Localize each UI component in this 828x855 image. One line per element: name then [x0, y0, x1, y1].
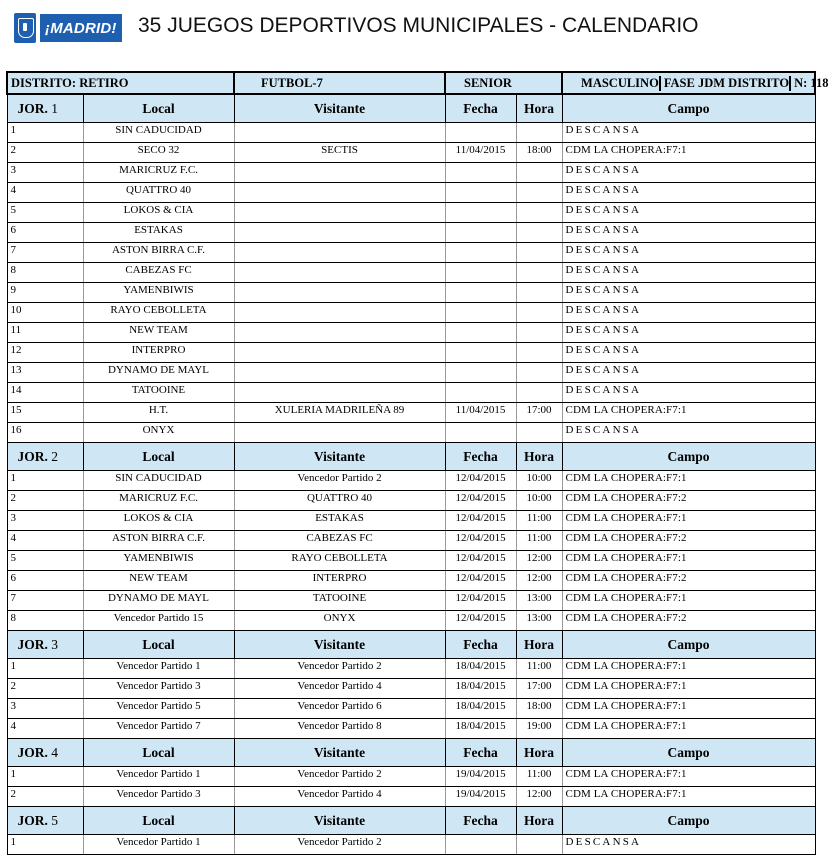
match-row [7, 611, 815, 631]
col-fecha-header: Fecha [445, 94, 516, 123]
match-visitante [234, 223, 445, 243]
match-fecha [445, 283, 516, 303]
match-hora [516, 423, 562, 443]
jornada-label-text: JOR. [17, 448, 48, 464]
match-number: 2 [7, 787, 83, 807]
match-row [7, 183, 815, 203]
match-number: 6 [7, 571, 83, 591]
match-local: TATOOINE [83, 383, 234, 403]
match-hora: 13:00 [516, 591, 562, 611]
match-number: 1 [7, 471, 83, 491]
match-local: INTERPRO [83, 343, 234, 363]
match-fecha: 18/04/2015 [445, 659, 516, 679]
match-visitante: RAYO CEBOLLETA [234, 551, 445, 571]
match-visitante [234, 263, 445, 283]
match-campo: DESCANSA [562, 163, 815, 183]
match-number: 3 [7, 163, 83, 183]
match-fecha [445, 263, 516, 283]
page-title: 35 JUEGOS DEPORTIVOS MUNICIPALES - CALENDARIO [138, 14, 699, 37]
match-hora [516, 303, 562, 323]
jornada-number: 3 [51, 636, 58, 652]
match-fecha [445, 383, 516, 403]
match-campo: CDM LA CHOPERA:F7:1 [562, 787, 815, 807]
match-local: YAMENBIWIS [83, 283, 234, 303]
col-hora-header: Hora [516, 631, 562, 659]
match-local: DYNAMO DE MAYL [83, 363, 234, 383]
match-number: 13 [7, 363, 83, 383]
match-local: LOKOS & CIA [83, 203, 234, 223]
match-hora [516, 163, 562, 183]
match-row [7, 719, 815, 739]
match-campo: CDM LA CHOPERA:F7:1 [562, 511, 815, 531]
match-row [7, 491, 815, 511]
match-row [7, 511, 815, 531]
match-local: DYNAMO DE MAYL [83, 591, 234, 611]
col-fecha-header: Fecha [445, 631, 516, 659]
match-fecha [445, 203, 516, 223]
match-fecha: 12/04/2015 [445, 511, 516, 531]
match-local: Vencedor Partido 5 [83, 699, 234, 719]
col-local-header: Local [83, 94, 234, 123]
match-number: 8 [7, 263, 83, 283]
match-number: 7 [7, 591, 83, 611]
match-campo: CDM LA CHOPERA:F7:1 [562, 719, 815, 739]
meta-deporte: FUTBOL-7 [234, 72, 445, 94]
match-visitante [234, 363, 445, 383]
match-number: 9 [7, 283, 83, 303]
match-local: SIN CADUCIDAD [83, 123, 234, 143]
match-local: SIN CADUCIDAD [83, 471, 234, 491]
match-campo: DESCANSA [562, 343, 815, 363]
match-number: 1 [7, 767, 83, 787]
match-local: ESTAKAS [83, 223, 234, 243]
match-number: 5 [7, 551, 83, 571]
col-visitante-header: Visitante [234, 807, 445, 835]
match-local: CABEZAS FC [83, 263, 234, 283]
match-visitante: Vencedor Partido 2 [234, 659, 445, 679]
match-visitante: Vencedor Partido 2 [234, 767, 445, 787]
meta-fase-cell [562, 72, 828, 94]
match-visitante: Vencedor Partido 4 [234, 679, 445, 699]
match-campo: DESCANSA [562, 243, 815, 263]
match-local: Vencedor Partido 1 [83, 767, 234, 787]
match-fecha: 12/04/2015 [445, 471, 516, 491]
match-local: ASTON BIRRA C.F. [83, 531, 234, 551]
col-campo-header: Campo [562, 739, 815, 767]
match-fecha [445, 323, 516, 343]
match-local: YAMENBIWIS [83, 551, 234, 571]
match-row [7, 659, 815, 679]
match-row [7, 363, 815, 383]
match-row [7, 571, 815, 591]
match-fecha [445, 223, 516, 243]
match-number: 2 [7, 491, 83, 511]
match-fecha: 12/04/2015 [445, 491, 516, 511]
col-campo-header: Campo [562, 631, 815, 659]
match-campo: DESCANSA [562, 283, 815, 303]
match-number: 3 [7, 699, 83, 719]
match-campo: CDM LA CHOPERA:F7:1 [562, 143, 815, 163]
match-fecha [445, 303, 516, 323]
match-row [7, 835, 815, 855]
match-hora: 11:00 [516, 767, 562, 787]
match-hora [516, 263, 562, 283]
match-number: 1 [7, 659, 83, 679]
match-visitante: INTERPRO [234, 571, 445, 591]
jornada-number: 2 [51, 448, 58, 464]
match-hora [516, 203, 562, 223]
match-row [7, 243, 815, 263]
match-campo: DESCANSA [562, 835, 815, 855]
match-row [7, 223, 815, 243]
meta-row [7, 72, 815, 94]
match-hora [516, 323, 562, 343]
col-hora-header: Hora [516, 443, 562, 471]
jornada-header [7, 631, 815, 659]
match-row [7, 143, 815, 163]
col-fecha-header: Fecha [445, 443, 516, 471]
match-row [7, 591, 815, 611]
match-campo: DESCANSA [562, 223, 815, 243]
match-visitante: Vencedor Partido 2 [234, 835, 445, 855]
match-number: 12 [7, 343, 83, 363]
match-visitante: Vencedor Partido 8 [234, 719, 445, 739]
match-campo: DESCANSA [562, 263, 815, 283]
match-campo: CDM LA CHOPERA:F7:1 [562, 767, 815, 787]
col-local-header: Local [83, 807, 234, 835]
match-fecha [445, 163, 516, 183]
match-local: Vencedor Partido 7 [83, 719, 234, 739]
match-hora: 10:00 [516, 491, 562, 511]
jornada-header [7, 94, 815, 123]
jornada-label [7, 739, 83, 767]
match-visitante: ONYX [234, 611, 445, 631]
match-local: MARICRUZ F.C. [83, 491, 234, 511]
match-fecha [445, 343, 516, 363]
page-header [14, 8, 814, 48]
match-fecha: 12/04/2015 [445, 611, 516, 631]
match-fecha: 12/04/2015 [445, 591, 516, 611]
jornada-number: 4 [51, 744, 58, 760]
match-number: 15 [7, 403, 83, 423]
match-fecha: 12/04/2015 [445, 571, 516, 591]
match-row [7, 767, 815, 787]
match-number: 16 [7, 423, 83, 443]
match-number: 7 [7, 243, 83, 263]
match-hora [516, 383, 562, 403]
col-visitante-header: Visitante [234, 443, 445, 471]
match-hora [516, 123, 562, 143]
col-local-header: Local [83, 631, 234, 659]
match-visitante: XULERIA MADRILEÑA 89 [234, 403, 445, 423]
match-local: Vencedor Partido 1 [83, 659, 234, 679]
col-hora-header: Hora [516, 94, 562, 123]
match-fecha [445, 123, 516, 143]
match-row [7, 383, 815, 403]
match-local: Vencedor Partido 3 [83, 787, 234, 807]
jornada-label [7, 631, 83, 659]
match-hora [516, 835, 562, 855]
match-visitante [234, 343, 445, 363]
match-hora [516, 343, 562, 363]
match-number: 4 [7, 531, 83, 551]
match-campo: CDM LA CHOPERA:F7:1 [562, 471, 815, 491]
col-local-header: Local [83, 739, 234, 767]
match-hora [516, 363, 562, 383]
match-number: 6 [7, 223, 83, 243]
jornada-label-text: JOR. [17, 744, 48, 760]
match-local: Vencedor Partido 15 [83, 611, 234, 631]
match-fecha [445, 243, 516, 263]
jornada-header [7, 739, 815, 767]
jornada-label-text: JOR. [17, 636, 48, 652]
match-hora: 12:00 [516, 787, 562, 807]
match-campo: DESCANSA [562, 123, 815, 143]
match-local: H.T. [83, 403, 234, 423]
match-visitante: Vencedor Partido 4 [234, 787, 445, 807]
meta-fase: FASE JDM DISTRITO [659, 76, 789, 91]
logo-text: ¡MADRID! [40, 14, 122, 42]
col-campo-header: Campo [562, 807, 815, 835]
calendar-table [6, 71, 828, 855]
match-row [7, 163, 815, 183]
match-row [7, 203, 815, 223]
match-local: ASTON BIRRA C.F. [83, 243, 234, 263]
match-visitante [234, 243, 445, 263]
match-visitante: SECTIS [234, 143, 445, 163]
match-local: MARICRUZ F.C. [83, 163, 234, 183]
match-campo: DESCANSA [562, 363, 815, 383]
col-campo-header: Campo [562, 94, 815, 123]
match-number: 8 [7, 611, 83, 631]
match-fecha: 19/04/2015 [445, 767, 516, 787]
match-hora: 19:00 [516, 719, 562, 739]
match-fecha: 18/04/2015 [445, 679, 516, 699]
match-visitante [234, 323, 445, 343]
match-campo: CDM LA CHOPERA:F7:1 [562, 591, 815, 611]
match-fecha: 11/04/2015 [445, 403, 516, 423]
match-fecha [445, 363, 516, 383]
jornada-label-text: JOR. [17, 812, 48, 828]
match-hora: 11:00 [516, 531, 562, 551]
match-number: 14 [7, 383, 83, 403]
match-visitante [234, 303, 445, 323]
match-hora: 13:00 [516, 611, 562, 631]
match-fecha: 11/04/2015 [445, 143, 516, 163]
match-row [7, 303, 815, 323]
match-row [7, 123, 815, 143]
col-fecha-header: Fecha [445, 739, 516, 767]
match-visitante [234, 163, 445, 183]
match-local: LOKOS & CIA [83, 511, 234, 531]
meta-genero: MASCULINO [581, 75, 659, 90]
match-visitante: CABEZAS FC [234, 531, 445, 551]
meta-numero: N: 118 [789, 76, 828, 91]
match-hora [516, 283, 562, 303]
match-visitante: Vencedor Partido 6 [234, 699, 445, 719]
match-number: 4 [7, 183, 83, 203]
match-number: 5 [7, 203, 83, 223]
col-hora-header: Hora [516, 807, 562, 835]
col-local-header: Local [83, 443, 234, 471]
match-hora: 11:00 [516, 659, 562, 679]
match-campo: DESCANSA [562, 323, 815, 343]
match-visitante [234, 203, 445, 223]
match-fecha: 18/04/2015 [445, 719, 516, 739]
match-row [7, 679, 815, 699]
match-campo: DESCANSA [562, 303, 815, 323]
match-campo: CDM LA CHOPERA:F7:2 [562, 491, 815, 511]
match-fecha: 19/04/2015 [445, 787, 516, 807]
match-visitante [234, 283, 445, 303]
match-visitante [234, 183, 445, 203]
col-campo-header: Campo [562, 443, 815, 471]
match-fecha [445, 183, 516, 203]
meta-distrito: DISTRITO: RETIRO [7, 72, 234, 94]
jornada-number: 5 [51, 812, 58, 828]
match-fecha [445, 835, 516, 855]
match-number: 3 [7, 511, 83, 531]
match-campo: CDM LA CHOPERA:F7:2 [562, 531, 815, 551]
match-number: 10 [7, 303, 83, 323]
match-row [7, 323, 815, 343]
match-hora: 11:00 [516, 511, 562, 531]
col-visitante-header: Visitante [234, 94, 445, 123]
col-visitante-header: Visitante [234, 631, 445, 659]
jornada-header [7, 443, 815, 471]
match-number: 2 [7, 679, 83, 699]
jornada-label [7, 94, 83, 123]
match-number: 11 [7, 323, 83, 343]
match-local: NEW TEAM [83, 323, 234, 343]
match-row [7, 471, 815, 491]
match-campo: CDM LA CHOPERA:F7:2 [562, 571, 815, 591]
match-campo: CDM LA CHOPERA:F7:1 [562, 551, 815, 571]
jornada-header [7, 807, 815, 835]
match-campo: CDM LA CHOPERA:F7:1 [562, 699, 815, 719]
match-number: 4 [7, 719, 83, 739]
match-local: NEW TEAM [83, 571, 234, 591]
match-local: ONYX [83, 423, 234, 443]
match-hora: 17:00 [516, 679, 562, 699]
match-fecha: 18/04/2015 [445, 699, 516, 719]
match-hora [516, 223, 562, 243]
match-row [7, 263, 815, 283]
match-hora: 12:00 [516, 571, 562, 591]
match-visitante [234, 123, 445, 143]
match-row [7, 699, 815, 719]
match-local: Vencedor Partido 3 [83, 679, 234, 699]
match-campo: DESCANSA [562, 383, 815, 403]
match-local: QUATTRO 40 [83, 183, 234, 203]
match-visitante [234, 423, 445, 443]
match-hora [516, 243, 562, 263]
match-number: 1 [7, 835, 83, 855]
match-local: SECO 32 [83, 143, 234, 163]
calendar-body [7, 72, 828, 855]
match-campo: CDM LA CHOPERA:F7:1 [562, 403, 815, 423]
match-hora [516, 183, 562, 203]
match-visitante: ESTAKAS [234, 511, 445, 531]
match-visitante [234, 383, 445, 403]
match-row [7, 787, 815, 807]
match-visitante: Vencedor Partido 2 [234, 471, 445, 491]
match-row [7, 531, 815, 551]
match-fecha: 12/04/2015 [445, 531, 516, 551]
jornada-label [7, 807, 83, 835]
match-campo: DESCANSA [562, 203, 815, 223]
match-local: Vencedor Partido 1 [83, 835, 234, 855]
match-campo: CDM LA CHOPERA:F7:2 [562, 611, 815, 631]
match-campo: DESCANSA [562, 183, 815, 203]
match-local: RAYO CEBOLLETA [83, 303, 234, 323]
match-row [7, 423, 815, 443]
match-hora: 18:00 [516, 699, 562, 719]
col-fecha-header: Fecha [445, 807, 516, 835]
match-visitante: QUATTRO 40 [234, 491, 445, 511]
match-row [7, 283, 815, 303]
match-hora: 17:00 [516, 403, 562, 423]
match-fecha [445, 423, 516, 443]
match-fecha: 12/04/2015 [445, 551, 516, 571]
match-hora: 18:00 [516, 143, 562, 163]
meta-categoria: SENIOR [445, 72, 562, 94]
match-campo: CDM LA CHOPERA:F7:1 [562, 679, 815, 699]
match-campo: CDM LA CHOPERA:F7:1 [562, 659, 815, 679]
match-visitante: TATOOINE [234, 591, 445, 611]
jornada-number: 1 [51, 100, 58, 116]
match-hora: 10:00 [516, 471, 562, 491]
match-row [7, 403, 815, 423]
col-visitante-header: Visitante [234, 739, 445, 767]
madrid-logo [14, 12, 132, 44]
madrid-crest-icon [14, 13, 36, 43]
col-hora-header: Hora [516, 739, 562, 767]
jornada-label-text: JOR. [17, 100, 48, 116]
match-campo: DESCANSA [562, 423, 815, 443]
match-row [7, 343, 815, 363]
match-hora: 12:00 [516, 551, 562, 571]
match-row [7, 551, 815, 571]
match-number: 2 [7, 143, 83, 163]
match-number: 1 [7, 123, 83, 143]
jornada-label [7, 443, 83, 471]
